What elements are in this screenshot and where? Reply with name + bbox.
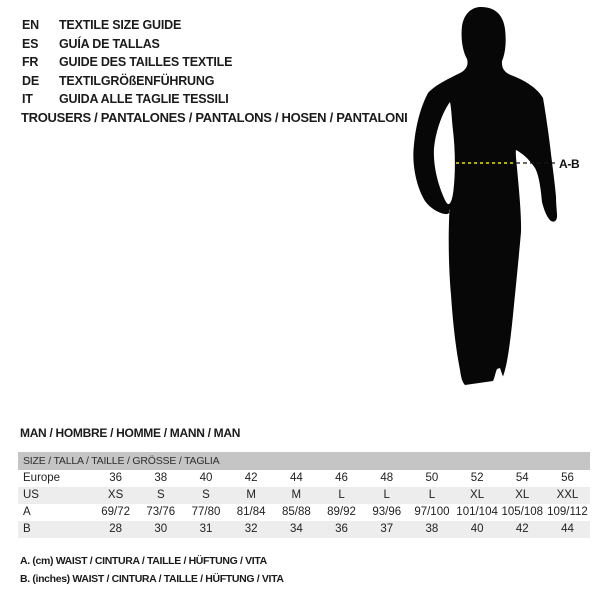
lang-code: DE bbox=[22, 73, 39, 88]
size-cell: 69/72 bbox=[101, 506, 130, 518]
size-cell: 36 bbox=[109, 472, 122, 484]
size-cell: 73/76 bbox=[146, 506, 176, 518]
size-cell: L bbox=[428, 489, 436, 501]
size-cell: L bbox=[383, 489, 390, 501]
row-label: US bbox=[23, 489, 39, 501]
size-cell: 38 bbox=[154, 472, 168, 484]
size-cell: 89/92 bbox=[327, 506, 356, 518]
table-row-us bbox=[18, 487, 590, 504]
size-cell: 93/96 bbox=[372, 506, 402, 518]
size-cell: 81/84 bbox=[236, 506, 266, 518]
gender-title: MAN / HOMBRE / HOMME / MANN / MAN bbox=[20, 426, 241, 440]
size-cell: 50 bbox=[425, 472, 439, 484]
size-cell: 101/104 bbox=[456, 506, 498, 518]
size-cell: 85/88 bbox=[281, 506, 311, 518]
size-cell: 32 bbox=[244, 523, 258, 535]
size-cell: M bbox=[246, 489, 256, 501]
size-cell: 44 bbox=[289, 472, 303, 484]
size-cell: 54 bbox=[515, 472, 529, 484]
size-cell: 36 bbox=[335, 523, 348, 535]
size-cell: XS bbox=[107, 489, 124, 501]
size-cell: 40 bbox=[199, 472, 213, 484]
row-label: B bbox=[23, 523, 31, 535]
size-cell: 105/108 bbox=[501, 506, 544, 518]
size-cell: L bbox=[338, 489, 345, 501]
table-row-a-cm bbox=[18, 504, 590, 521]
size-cell: M bbox=[291, 489, 302, 501]
size-cell: 109/112 bbox=[547, 506, 588, 518]
size-cell: 28 bbox=[109, 523, 122, 535]
table-row-b-inches bbox=[18, 521, 590, 538]
size-cell: S bbox=[202, 489, 210, 501]
row-label: Europe bbox=[23, 472, 61, 484]
size-cell: 56 bbox=[561, 472, 574, 484]
size-cell: XL bbox=[515, 489, 530, 501]
size-cell: 34 bbox=[289, 523, 303, 535]
waist-measure-label: A-B bbox=[559, 157, 580, 171]
size-cell: 97/100 bbox=[414, 506, 450, 518]
lang-text: GUÍA DE TALLAS bbox=[59, 36, 160, 51]
lang-text: TEXTILGRÖßENFÜHRUNG bbox=[59, 73, 215, 88]
size-cell: 52 bbox=[470, 472, 484, 484]
note-a-cm: A. (cm) WAIST / CINTURA / TAILLE / HÜFTUNG / VITA bbox=[20, 555, 267, 567]
size-cell: 38 bbox=[425, 523, 439, 535]
man-silhouette bbox=[413, 7, 557, 385]
lang-code: IT bbox=[22, 92, 33, 107]
lang-code: ES bbox=[22, 36, 39, 51]
size-cell: XL bbox=[470, 489, 485, 501]
note-b-inches: B. (inches) WAIST / CINTURA / TAILLE / HÜFTUNG / VITA bbox=[20, 572, 284, 585]
lang-code: EN bbox=[22, 18, 39, 32]
category-title: TROUSERS / PANTALONES / PANTALONS / HOSEN / PANTALONI bbox=[21, 110, 408, 125]
size-cell: 42 bbox=[244, 472, 258, 484]
lang-text: GUIDE DES TAILLES TEXTILE bbox=[59, 55, 233, 70]
size-cell: 37 bbox=[380, 523, 394, 535]
size-cell: S bbox=[156, 489, 165, 501]
row-label: A bbox=[23, 506, 31, 518]
size-cell: 30 bbox=[154, 523, 168, 535]
size-cell: 77/80 bbox=[191, 506, 221, 518]
measurement-notes bbox=[20, 553, 284, 588]
lang-code: FR bbox=[22, 55, 39, 70]
lang-text: TEXTILE SIZE GUIDE bbox=[59, 18, 182, 32]
size-cell: 48 bbox=[380, 472, 394, 484]
size-table-header: SIZE / TALLA / TAILLE / GRÖSSE / TAGLIA bbox=[18, 452, 590, 470]
size-cell: 31 bbox=[199, 523, 213, 535]
size-cell: XXL bbox=[556, 489, 579, 501]
size-cell: 44 bbox=[561, 523, 574, 535]
size-table bbox=[18, 452, 590, 538]
size-cell: 40 bbox=[470, 523, 484, 535]
lang-text: GUIDA ALLE TAGLIE TESSILI bbox=[59, 92, 229, 107]
size-cell: 46 bbox=[335, 472, 348, 484]
table-row-europe bbox=[18, 470, 590, 487]
size-cell: 42 bbox=[515, 523, 529, 535]
